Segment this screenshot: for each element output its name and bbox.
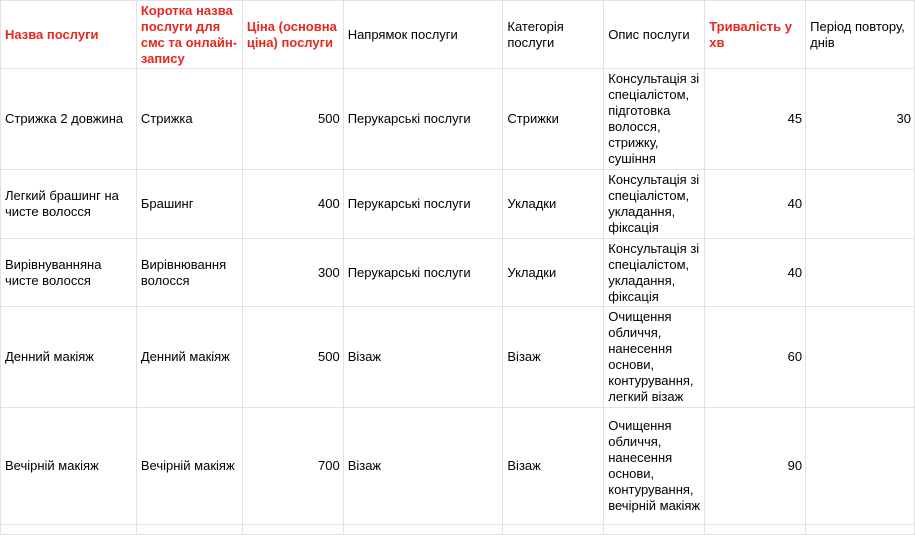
header-cell-direction[interactable]: Напрямок послуги (343, 1, 503, 69)
cell-duration[interactable]: 40 (705, 239, 806, 307)
cell-direction[interactable]: Перукарські послуги (343, 69, 503, 170)
cell-category[interactable]: Візаж (503, 408, 604, 525)
cell-category[interactable]: Укладки (503, 170, 604, 239)
cell-empty[interactable] (136, 525, 242, 535)
cell-price[interactable]: 500 (242, 69, 343, 170)
cell-short-name[interactable]: Вечірній макіяж (136, 408, 242, 525)
cell-short-name[interactable]: Денний макіяж (136, 307, 242, 408)
header-cell-repeat-days[interactable]: Період повтору, днів (806, 1, 915, 69)
cell-empty[interactable] (604, 525, 705, 535)
cell-empty[interactable] (503, 525, 604, 535)
cell-price[interactable]: 300 (242, 239, 343, 307)
cell-price[interactable]: 500 (242, 307, 343, 408)
cell-short-name[interactable]: Вирівнювання волосся (136, 239, 242, 307)
cell-duration[interactable]: 40 (705, 170, 806, 239)
header-cell-category[interactable]: Категорія послуги (503, 1, 604, 69)
cell-empty[interactable] (343, 525, 503, 535)
header-cell-name[interactable]: Назва послуги (1, 1, 137, 69)
cell-repeat-days[interactable] (806, 239, 915, 307)
cell-direction[interactable]: Перукарські послуги (343, 170, 503, 239)
cell-name[interactable]: Вирівнуванняна чисте волосся (1, 239, 137, 307)
cell-duration[interactable]: 45 (705, 69, 806, 170)
table-row (1, 170, 915, 239)
cell-description[interactable]: Очищення обличчя, нанесення основи, контурування, вечірній макіяж (604, 408, 705, 525)
cell-duration[interactable]: 90 (705, 408, 806, 525)
cell-repeat-days[interactable]: 30 (806, 69, 915, 170)
table-row (1, 307, 915, 408)
cell-name[interactable]: Денний макіяж (1, 307, 137, 408)
cell-empty[interactable] (1, 525, 137, 535)
cell-price[interactable]: 400 (242, 170, 343, 239)
cell-repeat-days[interactable] (806, 307, 915, 408)
cell-repeat-days[interactable] (806, 408, 915, 525)
cell-duration[interactable]: 60 (705, 307, 806, 408)
cell-direction[interactable]: Перукарські послуги (343, 239, 503, 307)
cell-short-name[interactable]: Стрижка (136, 69, 242, 170)
header-cell-duration[interactable]: Тривалість у хв (705, 1, 806, 69)
cell-direction[interactable]: Візаж (343, 307, 503, 408)
cell-name[interactable]: Легкий брашинг на чисте волосся (1, 170, 137, 239)
header-cell-short-name[interactable]: Коротка назва послуги для смс та онлайн-запису (136, 1, 242, 69)
cell-description[interactable]: Консультація зі спеціалістом, укладання, фіксація (604, 239, 705, 307)
cell-description[interactable]: Очищення обличчя, нанесення основи, контурування, легкий візаж (604, 307, 705, 408)
cell-name[interactable]: Стрижка 2 довжина (1, 69, 137, 170)
table-row (1, 239, 915, 307)
table-row (1, 69, 915, 170)
cell-price[interactable]: 700 (242, 408, 343, 525)
cell-name[interactable]: Вечірній макіяж (1, 408, 137, 525)
table-row-empty (1, 525, 915, 535)
cell-direction[interactable]: Візаж (343, 408, 503, 525)
header-cell-description[interactable]: Опис послуги (604, 1, 705, 69)
cell-empty[interactable] (806, 525, 915, 535)
cell-category[interactable]: Стрижки (503, 69, 604, 170)
header-row (1, 1, 915, 69)
cell-short-name[interactable]: Брашинг (136, 170, 242, 239)
cell-empty[interactable] (705, 525, 806, 535)
table-row (1, 408, 915, 525)
header-cell-price[interactable]: Ціна (основна ціна) послуги (242, 1, 343, 69)
cell-category[interactable]: Візаж (503, 307, 604, 408)
cell-repeat-days[interactable] (806, 170, 915, 239)
cell-category[interactable]: Укладки (503, 239, 604, 307)
cell-description[interactable]: Консультація зі спеціалістом, підготовка волосся, стрижку, сушіння (604, 69, 705, 170)
cell-description[interactable]: Консультація зі спеціалістом, укладання, фіксація (604, 170, 705, 239)
cell-empty[interactable] (242, 525, 343, 535)
